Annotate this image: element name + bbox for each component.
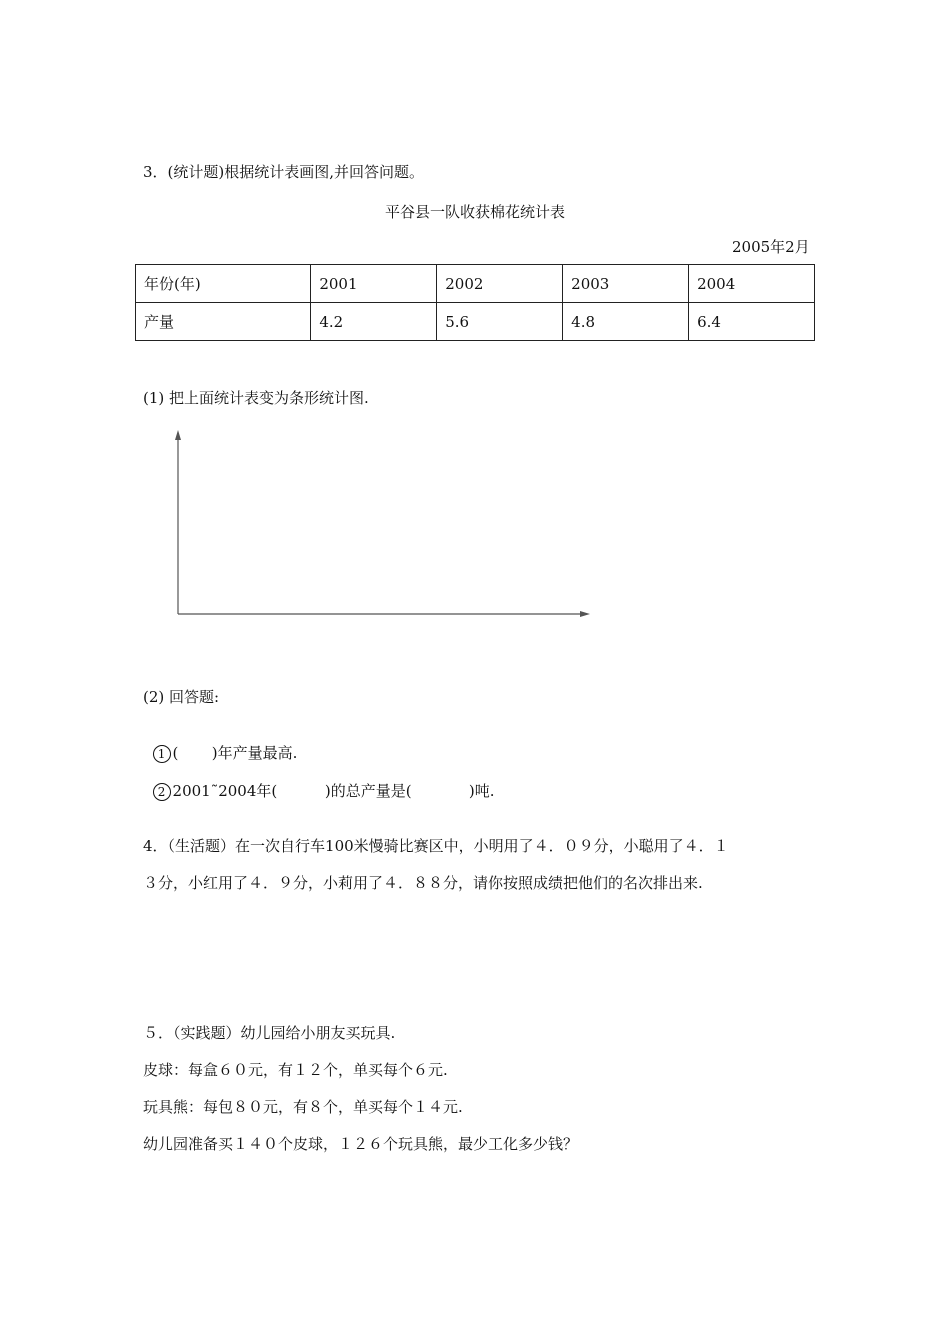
table-row-year <box>136 265 815 303</box>
statistics-table <box>135 264 815 341</box>
y-axis-arrow <box>175 430 181 440</box>
table-cell: 4.8 <box>563 303 689 341</box>
table-cell: 2002 <box>437 265 563 303</box>
table-cell: 产量 <box>136 303 311 341</box>
part1-instruction: (1) 把上面统计表变为条形统计图. <box>143 389 369 407</box>
table-cell: 4.2 <box>311 303 437 341</box>
table-cell: 年份(年) <box>136 265 311 303</box>
table-cell: 6.4 <box>689 303 815 341</box>
table-cell: 2003 <box>563 265 689 303</box>
table-row-yield <box>136 303 815 341</box>
table-cell: 2004 <box>689 265 815 303</box>
sub-question-1 <box>143 723 297 763</box>
q4-line2: ３分，小红用了４．９分，小莉用了４．８８分，请你按照成绩把他们的名次排出来. <box>143 874 703 892</box>
q4-line1: 4．（生活题）在一次自行车100米慢骑比赛区中，小明用了４．０９分，小聪用了４．１ <box>143 837 729 855</box>
table-cell: 5.6 <box>437 303 563 341</box>
sub-question-2-text: 2001˜2004年( )的总产量是( )吨. <box>172 782 495 800</box>
empty-chart-axes <box>170 430 600 625</box>
q3-heading: 3．(统计题)根据统计表画图,并回答问题。 <box>143 163 425 181</box>
circled-number-2: 2 <box>153 783 171 801</box>
table-title: 平谷县一队收获棉花统计表 <box>384 203 565 221</box>
table-cell: 2001 <box>311 265 437 303</box>
sub-question-2 <box>143 761 494 801</box>
sub-question-1-text: ( )年产量最高. <box>172 744 298 762</box>
circled-number-1: 1 <box>153 745 171 763</box>
x-axis-arrow <box>580 611 590 617</box>
q5-line4: 幼儿园准备买１４０个皮球，１２６个玩具熊，最少工化多少钱？ <box>143 1135 579 1153</box>
q5-line2: 皮球：每盒６０元，有１２个，单买每个６元. <box>143 1061 448 1079</box>
table-date: 2005年2月 <box>732 238 810 256</box>
q5-line1: ５．（实践题）幼儿园给小朋友买玩具. <box>143 1024 396 1042</box>
part2-instruction: (2) 回答题: <box>143 688 220 706</box>
q5-line3: 玩具熊：每包８０元，有８个，单买每个１４元. <box>143 1098 463 1116</box>
